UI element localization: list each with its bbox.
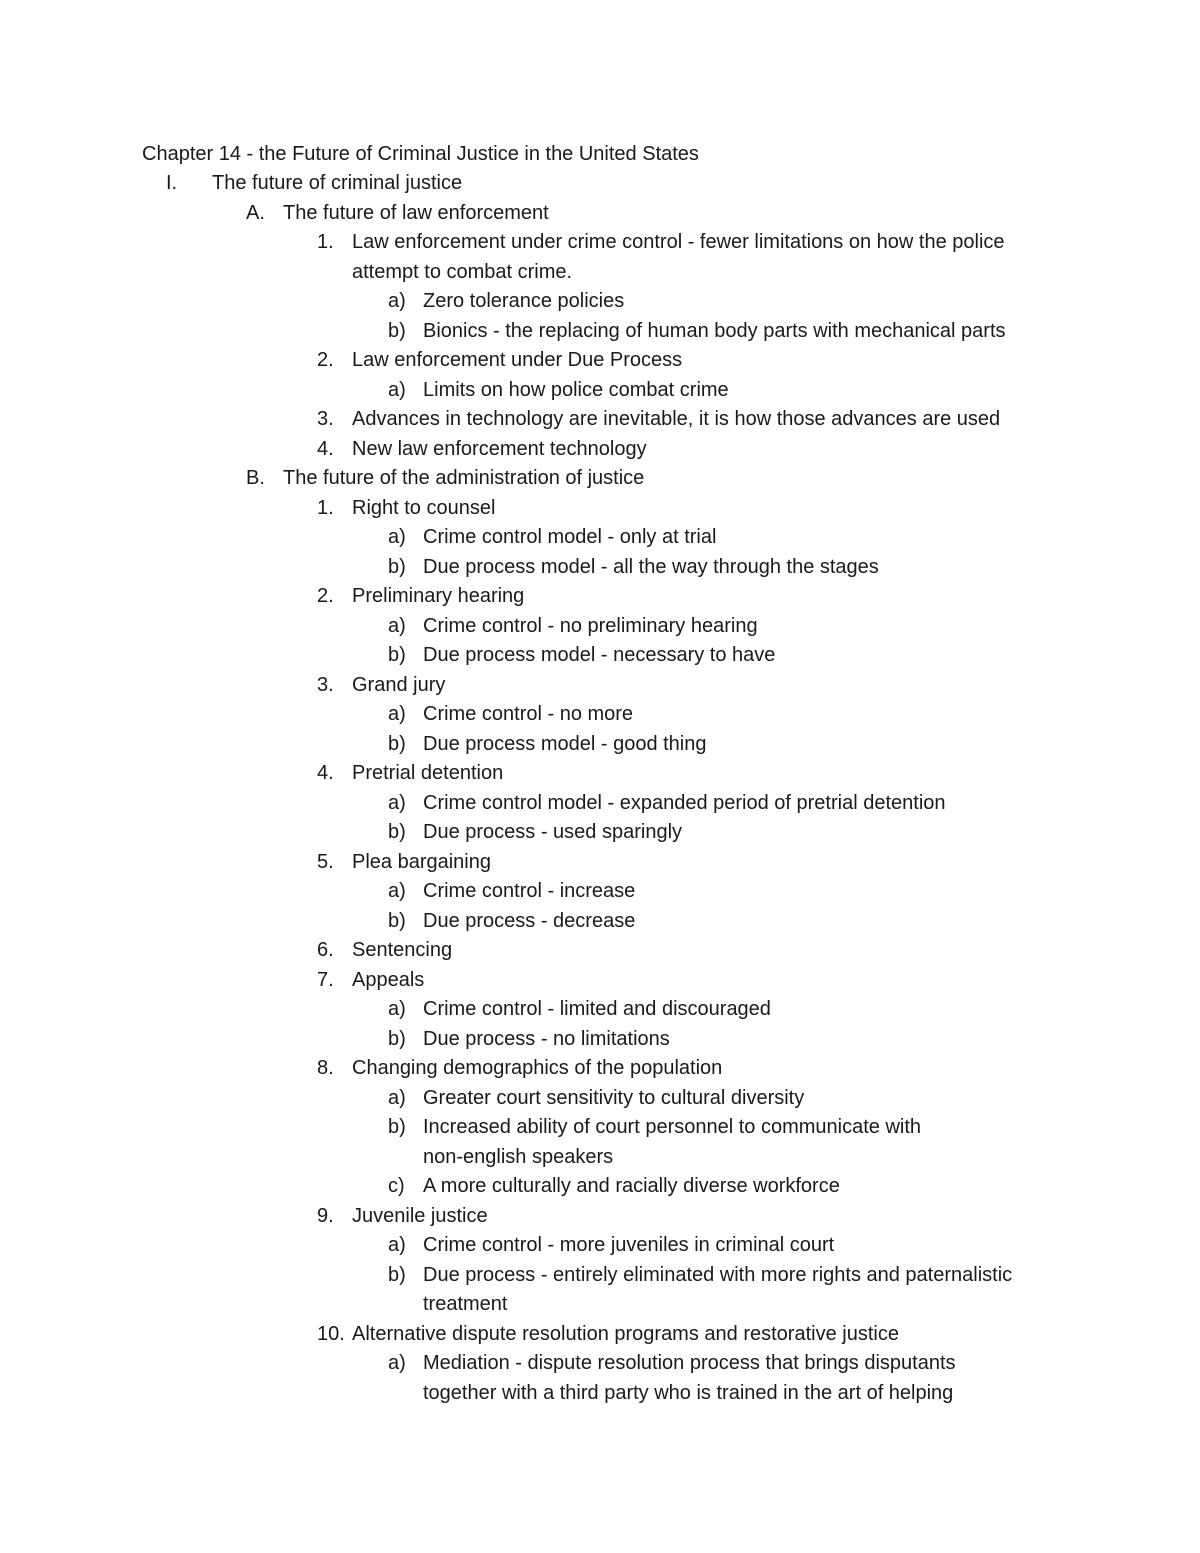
outline-item-text: Mediation - dispute resolution process that brings disputants (423, 1352, 956, 1374)
list-marker: a) (388, 379, 406, 401)
outline-item-text: Crime control model - only at trial (423, 526, 717, 548)
list-marker: 6. (317, 939, 334, 961)
list-marker: c) (388, 1175, 405, 1197)
outline-item-text: Due process - used sparingly (423, 821, 683, 843)
list-marker: I. (166, 172, 178, 194)
outline-item-text: Law enforcement under crime control - fewer limitations on how the police (352, 231, 1005, 253)
outline-item-text: Grand jury (352, 674, 446, 696)
list-marker: b) (388, 556, 406, 578)
list-marker: a) (388, 1234, 406, 1256)
outline-item-text: Sentencing (352, 939, 453, 961)
list-marker: 4. (317, 438, 334, 460)
outline-item-text: Due process model - all the way through the stages (423, 556, 879, 578)
outline-item-text: Due process - entirely eliminated with more rights and paternalistic (423, 1264, 1013, 1286)
outline-item-text: Changing demographics of the population (352, 1057, 723, 1079)
list-marker: b) (388, 821, 406, 843)
list-marker: a) (388, 1087, 406, 1109)
list-marker: 1. (317, 231, 334, 253)
outline-item-text: Juvenile justice (352, 1205, 488, 1227)
outline-item-text: Zero tolerance policies (423, 290, 625, 312)
outline-item-text: Alternative dispute resolution programs and restorative justice (352, 1323, 899, 1345)
list-marker: b) (388, 1028, 406, 1050)
outline-item-text: Greater court sensitivity to cultural diversity (423, 1087, 805, 1109)
outline-item-text: Advances in technology are inevitable, it is how those advances are used (352, 408, 1001, 430)
list-marker: 10. (317, 1323, 345, 1345)
list-marker: 3. (317, 408, 334, 430)
list-marker: A. (246, 202, 265, 224)
outline-item-text: The future of criminal justice (212, 172, 463, 194)
outline-item-text: Limits on how police combat crime (423, 379, 729, 401)
outline-item-text: Pretrial detention (352, 762, 504, 784)
list-marker: 3. (317, 674, 334, 696)
list-marker: 7. (317, 969, 334, 991)
outline-item-text: Due process - decrease (423, 910, 636, 932)
outline-item-text: Plea bargaining (352, 851, 491, 873)
outline-item-text: Right to counsel (352, 497, 496, 519)
outline-item-text: The future of law enforcement (283, 202, 549, 224)
page-title: Chapter 14 - the Future of Criminal Justice in the United States (142, 143, 699, 165)
list-marker: a) (388, 615, 406, 637)
outline-item-text: Due process model - necessary to have (423, 644, 776, 666)
list-marker: b) (388, 733, 406, 755)
list-marker: 5. (317, 851, 334, 873)
outline-item-text: Crime control model - expanded period of pretrial detention (423, 792, 946, 814)
outline-item-text: New law enforcement technology (352, 438, 647, 460)
outline-item-text: Bionics - the replacing of human body parts with mechanical parts (423, 320, 1006, 342)
list-marker: 9. (317, 1205, 334, 1227)
outline-item-text: non-english speakers (423, 1146, 614, 1168)
outline-item-text: treatment (423, 1293, 508, 1315)
list-marker: 1. (317, 497, 334, 519)
outline-item-text: Due process - no limitations (423, 1028, 670, 1050)
list-marker: 8. (317, 1057, 334, 1079)
outline-item-text: attempt to combat crime. (352, 261, 573, 283)
list-marker: a) (388, 1352, 406, 1374)
outline-item-text: Preliminary hearing (352, 585, 525, 607)
outline-item-text: Crime control - no more (423, 703, 634, 725)
list-marker: b) (388, 1264, 406, 1286)
list-marker: b) (388, 320, 406, 342)
list-marker: a) (388, 880, 406, 902)
outline-item-text: Crime control - increase (423, 880, 636, 902)
list-marker: 2. (317, 585, 334, 607)
list-marker: a) (388, 998, 406, 1020)
outline-item-text: Crime control - more juveniles in criminal court (423, 1234, 835, 1256)
outline-item-text: Increased ability of court personnel to communicate with (423, 1116, 922, 1138)
list-marker: a) (388, 290, 406, 312)
outline-item-text: The future of the administration of justice (283, 467, 645, 489)
list-marker: b) (388, 910, 406, 932)
outline-item-text: Appeals (352, 969, 425, 991)
outline-item-text: together with a third party who is trained in the art of helping (423, 1382, 954, 1404)
outline-item-text: Crime control - limited and discouraged (423, 998, 771, 1020)
list-marker: 4. (317, 762, 334, 784)
outline-item-text: Crime control - no preliminary hearing (423, 615, 758, 637)
list-marker: 2. (317, 349, 334, 371)
outline-item-text: Due process model - good thing (423, 733, 707, 755)
outline-item-text: A more culturally and racially diverse workforce (423, 1175, 840, 1197)
list-marker: a) (388, 703, 406, 725)
list-marker: b) (388, 1116, 406, 1138)
list-marker: B. (246, 467, 265, 489)
list-marker: a) (388, 792, 406, 814)
outline-item-text: Law enforcement under Due Process (352, 349, 683, 371)
list-marker: b) (388, 644, 406, 666)
list-marker: a) (388, 526, 406, 548)
